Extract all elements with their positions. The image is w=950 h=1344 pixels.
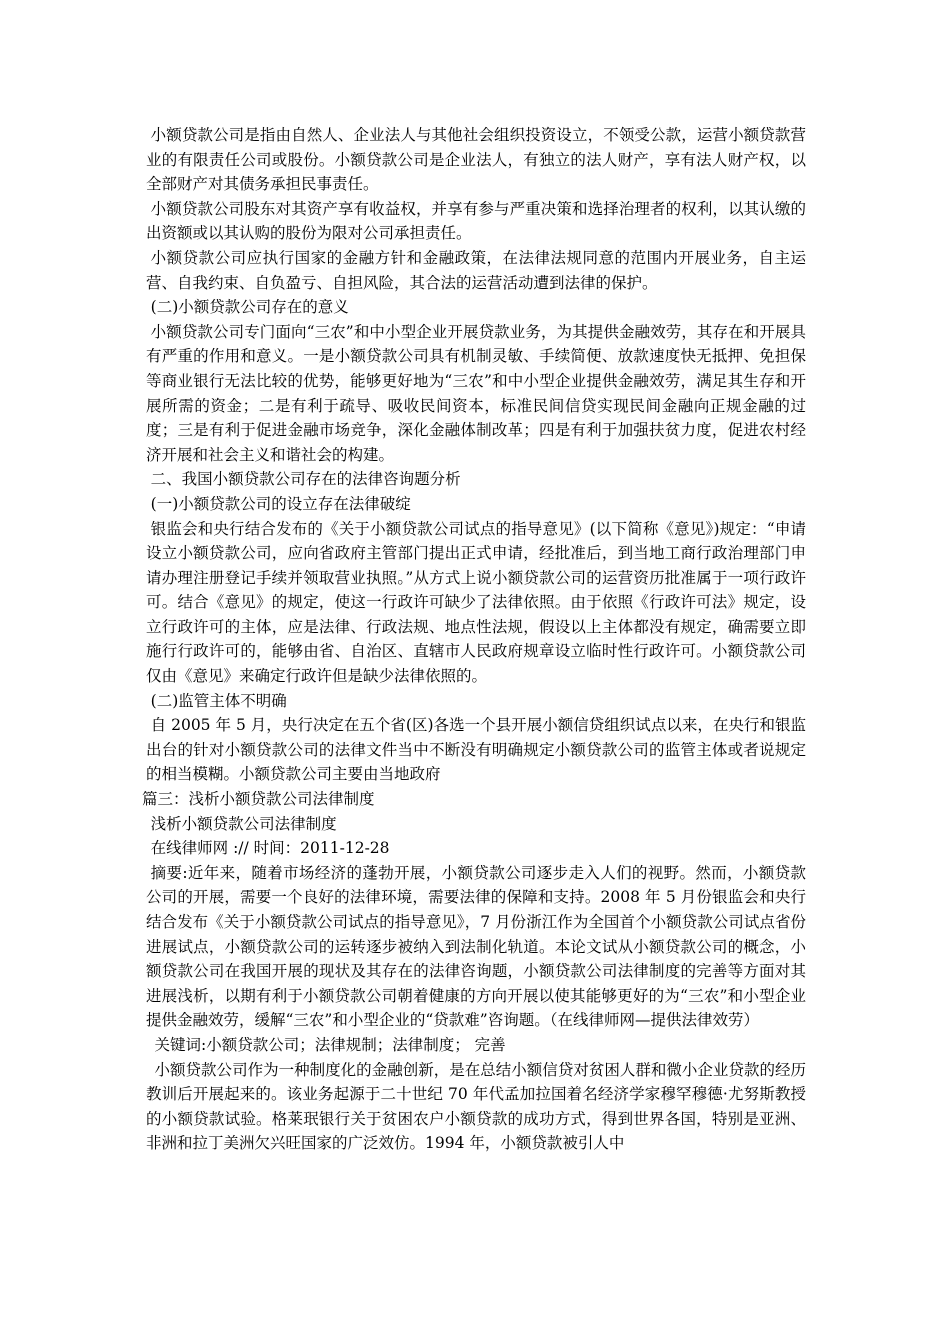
document-body xyxy=(142,123,806,1156)
section-heading: (二)监管主体不明确 xyxy=(150,691,287,710)
section-heading: (一)小额贷款公司的设立存在法律破绽 xyxy=(150,494,411,513)
article-title: 浅析小额贷款公司法律制度 xyxy=(150,814,337,833)
article-heading: 篇三：浅析小额贷款公司法律制度 xyxy=(142,790,375,809)
paragraph: 银监会和央行结合发布的《关于小额贷款公司试点的指导意见》(以下简称《意见》)规定：“申请设立小额贷款公司，应向省政府主管部门提出正式申请，经批准后，到当地工商行政治理部门申请办理注册登记手续并领取营业执照。”从方式上说小额贷款公司的运营资历批准属于一项行政许可。结合《意见》的规定，使这一行政许可缺少了法律依照。由于依照《行政许可法》规定，设立行政许可的主体，应是法律、行政法规、地点性法规，假设以上主体都没有规定，确需要立即施行行政许可的，能够由省、自治区、直辖市人民政府规章设立临时性行政许可。小额贷款公司仅由《意见》来确定行政许但是缺少法律依照的。 xyxy=(146,519,806,686)
section-heading: (二)小额贷款公司存在的意义 xyxy=(150,298,349,317)
paragraph: 小额贷款公司应执行国家的金融方针和金融政策，在法律法规同意的范围内开展业务，自主运营、自我约束、自负盈亏、自担风险，其合法的运营活动遭到法律的保护。 xyxy=(146,248,806,292)
abstract-paragraph: 摘要:近年来，随着市场经济的蓬勃开展，小额贷款公司逐步走入人们的视野。然而，小额贷款公司的开展，需要一个良好的法律环境，需要法律的保障和支持。2008 年 5 月份银监会和央行结合发布《关于小额贷款公司试点的指导意见》，7 月份浙江作为全国首个小额贷款公司试点省份进展试点，小额贷款公司的运转逐步被纳入到法制化轨道。本论文试从小额贷款公司的概念，小额贷款公司在我国开展的现状及其存在的法律咨询题，小额贷款公司法律制度的完善等方面对其进展浅析，以期有利于小额贷款公司朝着健康的方向开展以使其能够更好的为“三农”和小型企业提供金融效劳，缓解“三农”和小型企业的“贷款难”咨询题。（在线律师网—提供法律效劳） xyxy=(146,863,806,1030)
article-source: 在线律师网 :// 时间：2011-12-28 xyxy=(150,839,390,858)
keywords-line: 关键词:小额贷款公司；法律规制；法律制度； 完善 xyxy=(154,1035,506,1054)
paragraph: 自 2005 年 5 月，央行决定在五个省(区)各选一个县开展小额信贷组织试点以来，在央行和银监出台的针对小额贷款公司的法律文件当中不断没有明确规定小额贷款公司的监管主体或者说规定的相当模糊。小额贷款公司主要由当地政府 xyxy=(146,716,806,784)
paragraph: 小额贷款公司专门面向“三农”和中小型企业开展贷款业务，为其提供金融效劳，其存在和开展具有严重的作用和意义。一是小额贷款公司具有机制灵敏、手续简便、放款速度快无抵押、免担保等商业银行无法比较的优势，能够更好地为“三农”和中小型企业提供金融效劳，满足其生存和开展所需的资金；二是有利于疏导、吸收民间资本，标准民间信贷实现民间金融向正规金融的过度；三是有利于促进金融市场竞争，深化金融体制改革；四是有利于加强扶贫力度，促进农村经济开展和社会主义和谐社会的构建。 xyxy=(146,322,806,464)
paragraph: 小额贷款公司作为一种制度化的金融创新，是在总结小额信贷对贫困人群和微小企业贷款的经历教训后开展起来的。该业务起源于二十世纪 70 年代孟加拉国着名经济学家穆罕穆德·尤努斯教授的小额贷款试验。格莱珉银行关于贫困农户小额贷款的成功方式，得到世界各国，特别是亚洲、非洲和拉丁美洲欠兴旺国家的广泛效仿。1994 年，小额贷款被引人中 xyxy=(146,1060,806,1153)
paragraph: 小额贷款公司股东对其资产享有收益权，并享有参与严重决策和选择治理者的权利，以其认缴的出资额或以其认购的股份为限对公司承担责任。 xyxy=(146,199,806,243)
paragraph: 小额贷款公司是指由自然人、企业法人与其他社会组织投资设立，不领受公款，运营小额贷款营业的有限责任公司或股份。小额贷款公司是企业法人，有独立的法人财产，享有法人财产权，以全部财产对其债务承担民事责任。 xyxy=(146,126,806,194)
section-heading: 二、我国小额贷款公司存在的法律咨询题分析 xyxy=(150,470,461,489)
